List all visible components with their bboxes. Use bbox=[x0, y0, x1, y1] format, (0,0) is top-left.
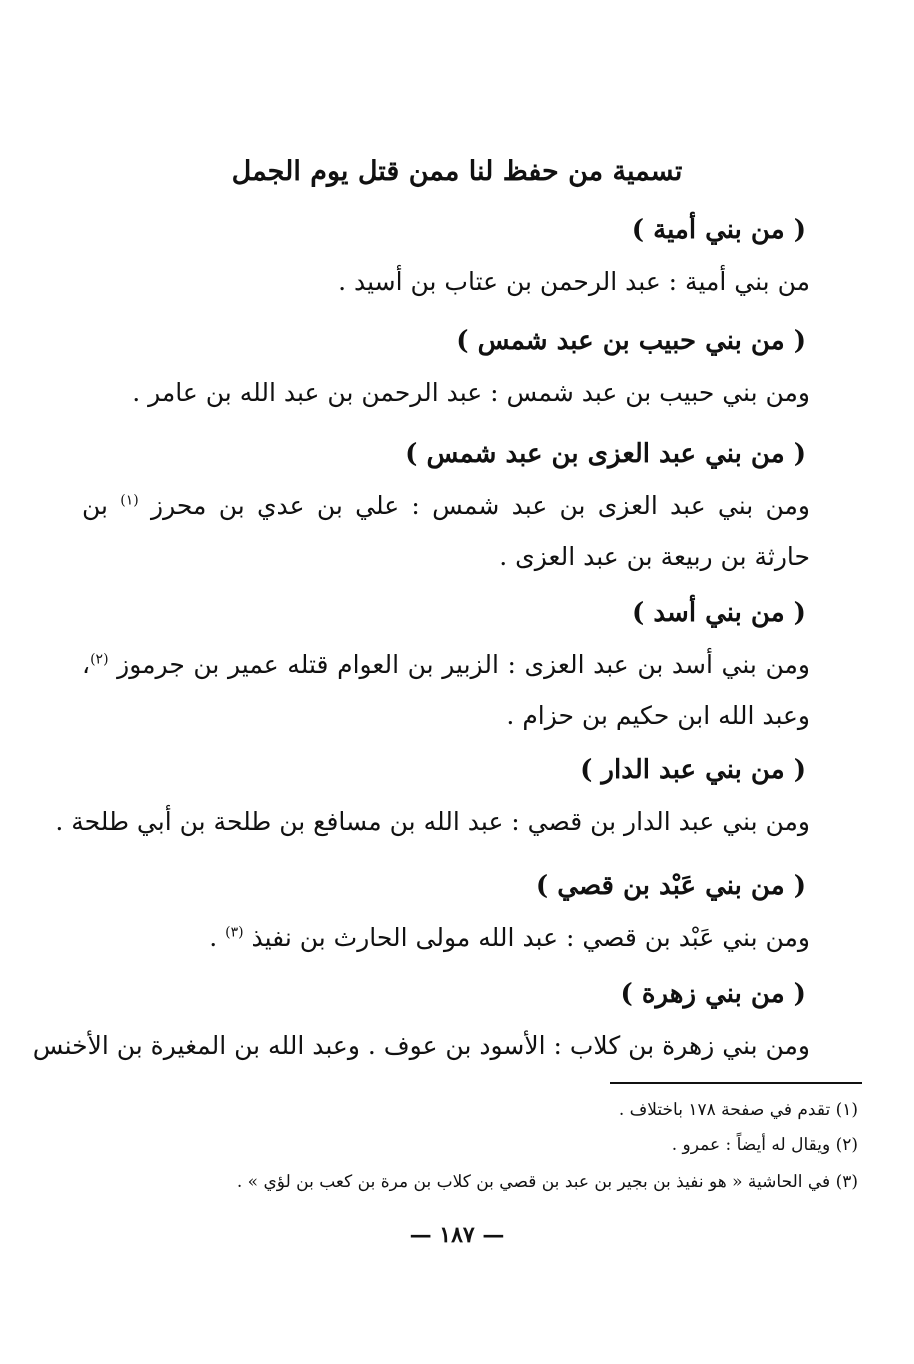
section-heading-asad: ( من بني أسد ) bbox=[632, 598, 806, 628]
page-title: تسمية من حفظ لنا ممن قتل يوم الجمل bbox=[231, 156, 683, 187]
section-heading-habib: ( من بني حبيب بن عبد شمس ) bbox=[456, 326, 806, 356]
page-number: — ١٨٧ — bbox=[409, 1222, 505, 1248]
footnote-ref-1: (١) bbox=[120, 492, 139, 509]
section-heading-umayya: ( من بني أمية ) bbox=[631, 215, 806, 245]
section-text-asad bbox=[82, 639, 810, 741]
footnote-1: (١) تقدم في صفحة ١٧٨ باختلاف . bbox=[618, 1100, 858, 1120]
section-text-abd-qusay bbox=[82, 912, 810, 963]
section-text-abd-al-dar: ومن بني عبد الدار بن قصي : عبد الله بن مسافع بن طلحة بن أبي طلحة . bbox=[55, 807, 810, 836]
footnote-ref-2: (٢) bbox=[90, 651, 109, 668]
section-heading-abd-al-dar: ( من بني عبد الدار ) bbox=[580, 755, 806, 785]
text-part: بن حارثة بن ربيعة بن عبد العزى . bbox=[82, 491, 810, 571]
section-text-umayya: من بني أمية : عبد الرحمن بن عتاب بن أسيد . bbox=[338, 267, 810, 296]
text-part: ومن بني أسد بن عبد العزى : الزبير بن العوام قتله عمير بن جرموز bbox=[117, 650, 810, 679]
section-heading-abd-al-uzza: ( من بني عبد العزى بن عبد شمس ) bbox=[405, 439, 806, 469]
section-text-habib: ومن بني حبيب بن عبد شمس : عبد الرحمن بن عبد الله بن عامر . bbox=[132, 378, 810, 407]
text-part: ، وعبد الله ابن حكيم بن حزام . bbox=[82, 650, 810, 730]
text-part: ومن بني عَبْد بن قصي : عبد الله مولى الحارث بن نفيذ bbox=[251, 923, 810, 952]
footnote-divider bbox=[610, 1082, 862, 1084]
section-text-zuhra: ومن بني زهرة بن كلاب : الأسود بن عوف . وعبد الله بن المغيرة بن الأخنس bbox=[32, 1031, 810, 1060]
text-part: ومن بني عبد العزى بن عبد شمس : علي بن عدي بن محرز bbox=[151, 491, 810, 520]
footnote-3: (٣) في الحاشية « هو نفيذ بن بجير بن عبد بن قصي بن كلاب بن مرة بن كعب بن لؤي » . bbox=[236, 1172, 858, 1192]
section-heading-zuhra: ( من بني زهرة ) bbox=[620, 979, 806, 1009]
footnote-2: (٢) ويقال له أيضاً : عمرو . bbox=[671, 1135, 858, 1155]
section-text-abd-al-uzza bbox=[82, 480, 810, 582]
footnote-ref-3: (٣) bbox=[225, 924, 244, 941]
text-part: . bbox=[209, 923, 218, 952]
section-heading-abd-qusay: ( من بني عَبْد بن قصي ) bbox=[535, 871, 806, 901]
